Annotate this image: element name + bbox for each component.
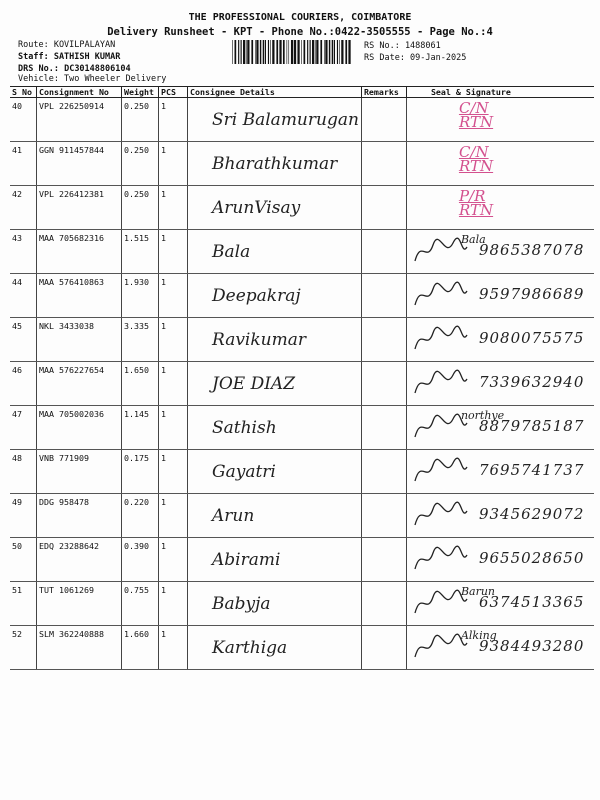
signature-name: Alking bbox=[460, 629, 497, 642]
barcode-bar bbox=[334, 40, 335, 64]
consignment-cell: GGN 911457844 bbox=[37, 142, 122, 186]
vehicle-label: Vehicle: Two Wheeler Delivery bbox=[18, 74, 167, 84]
table-row bbox=[10, 494, 594, 538]
weight-cell: 0.250 bbox=[122, 186, 159, 230]
stamp-line-1: P/R bbox=[458, 187, 486, 205]
table-row bbox=[10, 450, 594, 494]
seal-signature-cell bbox=[406, 98, 594, 142]
pcs-cell: 1 bbox=[159, 582, 188, 626]
drs-number bbox=[18, 64, 131, 74]
sno-cell: 47 bbox=[10, 406, 37, 450]
consignee-cell bbox=[188, 582, 362, 626]
pcs-cell: 1 bbox=[159, 362, 188, 406]
consignee-name: ArunVisay bbox=[212, 198, 301, 218]
remarks-cell bbox=[361, 318, 406, 362]
pcs-cell: 1 bbox=[159, 406, 188, 450]
barcode-bar bbox=[268, 40, 269, 64]
consignee-name: Karthiga bbox=[212, 638, 288, 658]
signature-scribble bbox=[409, 233, 469, 269]
barcode-bar bbox=[241, 40, 242, 64]
sno-cell: 52 bbox=[10, 626, 37, 670]
sno-cell: 43 bbox=[10, 230, 37, 274]
remarks-cell bbox=[361, 582, 406, 626]
weight-cell: 3.335 bbox=[122, 318, 159, 362]
drs-value: DC30148806104 bbox=[64, 64, 131, 74]
consignee-cell bbox=[188, 494, 362, 538]
weight-cell: 1.660 bbox=[122, 626, 159, 670]
consignee-name: Gayatri bbox=[212, 462, 276, 482]
runsheet-subtitle: Delivery Runsheet - KPT - Phone No.:0422-3505555 - Page No.:4 bbox=[107, 26, 493, 38]
seal-cell bbox=[409, 409, 592, 445]
barcode-bar bbox=[243, 40, 245, 64]
consignee-cell bbox=[188, 98, 362, 142]
barcode-bar bbox=[251, 40, 253, 64]
phone-number: 7695741737 bbox=[478, 461, 585, 479]
sno-cell: 40 bbox=[10, 98, 37, 142]
barcode-bar bbox=[279, 40, 281, 64]
col-weight: Weight bbox=[122, 87, 159, 98]
pcs-cell: 1 bbox=[159, 494, 188, 538]
pcs-cell: 1 bbox=[159, 230, 188, 274]
barcode-bar bbox=[235, 40, 237, 64]
consignment-cell: MAA 576227654 bbox=[37, 362, 122, 406]
rs-number: RS No.: 1488061 bbox=[364, 41, 441, 51]
phone-number: 8879785187 bbox=[478, 417, 585, 435]
signature-scribble bbox=[409, 409, 469, 445]
seal-cell bbox=[409, 497, 592, 533]
consignee-cell bbox=[188, 230, 362, 274]
barcode-bar bbox=[304, 40, 306, 64]
stamp-line-2: RTN bbox=[458, 157, 494, 175]
weight-cell: 0.250 bbox=[122, 142, 159, 186]
pcs-cell: 1 bbox=[159, 142, 188, 186]
seal-cell bbox=[409, 321, 592, 357]
barcode-bar bbox=[246, 40, 247, 64]
stamp-line-2: RTN bbox=[458, 113, 494, 131]
phone-number: 9384493280 bbox=[478, 637, 585, 655]
barcode-bar bbox=[307, 40, 308, 64]
barcode-bar bbox=[341, 40, 343, 64]
col-pcs: PCS bbox=[159, 87, 188, 98]
seal-cell bbox=[409, 277, 592, 313]
signature-scribble bbox=[409, 629, 469, 665]
barcode-bar bbox=[288, 40, 289, 64]
phone-number: 9080075575 bbox=[478, 329, 585, 347]
sno-cell: 44 bbox=[10, 274, 37, 318]
signature-name: Bala bbox=[460, 233, 486, 246]
barcode-bar bbox=[324, 40, 325, 64]
seal-cell bbox=[409, 233, 592, 269]
barcode-bar bbox=[238, 40, 239, 64]
signature-scribble bbox=[409, 497, 469, 533]
sno-cell: 50 bbox=[10, 538, 37, 582]
barcode-bar bbox=[232, 40, 233, 64]
sno-cell: 49 bbox=[10, 494, 37, 538]
table-row bbox=[10, 186, 594, 230]
stamp-line-2: RTN bbox=[458, 201, 494, 219]
phone-number: 9345629072 bbox=[478, 505, 585, 523]
phone-number: 9865387078 bbox=[478, 241, 585, 259]
weight-cell: 1.930 bbox=[122, 274, 159, 318]
barcode-bar bbox=[315, 40, 316, 64]
seal-cell bbox=[409, 585, 592, 621]
table-row bbox=[10, 142, 594, 186]
barcode-bar bbox=[287, 40, 288, 64]
barcode-bar bbox=[291, 40, 293, 64]
signature-scribble bbox=[409, 365, 469, 401]
sno-cell: 41 bbox=[10, 142, 37, 186]
rs-date: RS Date: 09-Jan-2025 bbox=[364, 53, 467, 63]
consignment-cell: MAA 705682316 bbox=[37, 230, 122, 274]
table-row bbox=[10, 98, 594, 142]
stamp-mark bbox=[459, 145, 493, 173]
consignee-cell bbox=[188, 362, 362, 406]
barcode-bar bbox=[265, 40, 266, 64]
consignment-cell: VPL 226250914 bbox=[37, 98, 122, 142]
barcode-bar bbox=[320, 40, 322, 64]
sno-cell: 48 bbox=[10, 450, 37, 494]
remarks-cell bbox=[361, 274, 406, 318]
barcode-bar bbox=[270, 40, 271, 64]
route-label: Route: KOVILPALAYAN bbox=[18, 40, 116, 50]
seal-signature-cell bbox=[406, 494, 594, 538]
barcode-bar bbox=[337, 40, 338, 64]
weight-cell: 0.175 bbox=[122, 450, 159, 494]
barcode-bar bbox=[325, 40, 327, 64]
seal-signature-cell bbox=[406, 186, 594, 230]
stamp-mark bbox=[459, 101, 493, 129]
barcode-bar bbox=[348, 40, 350, 64]
barcode-bar bbox=[345, 40, 347, 64]
remarks-cell bbox=[361, 406, 406, 450]
consignee-name: Arun bbox=[212, 506, 255, 526]
barcode-bar bbox=[294, 40, 296, 64]
consignment-cell: EDQ 23288642 bbox=[37, 538, 122, 582]
sno-cell: 45 bbox=[10, 318, 37, 362]
consignee-cell bbox=[188, 186, 362, 230]
table-row bbox=[10, 538, 594, 582]
remarks-cell bbox=[361, 626, 406, 670]
consignee-cell bbox=[188, 626, 362, 670]
pcs-cell: 1 bbox=[159, 450, 188, 494]
remarks-cell bbox=[361, 230, 406, 274]
seal-signature-cell bbox=[406, 626, 594, 670]
consignee-name: Bala bbox=[212, 242, 251, 262]
consignee-cell bbox=[188, 318, 362, 362]
signature-scribble bbox=[409, 277, 469, 313]
consignee-name: Sathish bbox=[212, 418, 277, 438]
company-title: THE PROFESSIONAL COURIERS, COIMBATORE bbox=[188, 12, 412, 23]
consignee-name: Ravikumar bbox=[212, 330, 306, 350]
consignee-cell bbox=[188, 274, 362, 318]
barcode-bar bbox=[283, 40, 285, 64]
remarks-cell bbox=[361, 142, 406, 186]
table-row bbox=[10, 318, 594, 362]
stamp-mark bbox=[459, 189, 493, 217]
table-row bbox=[10, 274, 594, 318]
consignment-cell: MAA 576410863 bbox=[37, 274, 122, 318]
barcode-image bbox=[232, 40, 352, 64]
consignment-cell: NKL 3433038 bbox=[37, 318, 122, 362]
consignee-name: Deepakraj bbox=[212, 286, 301, 306]
weight-cell: 0.220 bbox=[122, 494, 159, 538]
drs-label: DRS No.: bbox=[18, 64, 59, 74]
pcs-cell: 1 bbox=[159, 186, 188, 230]
consignment-cell: TUT 1061269 bbox=[37, 582, 122, 626]
seal-cell bbox=[409, 629, 592, 665]
table-row bbox=[10, 362, 594, 406]
signature-scribble bbox=[409, 453, 469, 489]
weight-cell: 1.650 bbox=[122, 362, 159, 406]
consignee-cell bbox=[188, 406, 362, 450]
seal-signature-cell bbox=[406, 230, 594, 274]
consignment-cell: SLM 362240888 bbox=[37, 626, 122, 670]
remarks-cell bbox=[361, 362, 406, 406]
barcode-bar bbox=[272, 40, 274, 64]
seal-cell bbox=[409, 365, 592, 401]
barcode-bar bbox=[255, 40, 256, 64]
consignee-name: Bharathkumar bbox=[212, 154, 338, 174]
phone-number: 7339632940 bbox=[478, 373, 585, 391]
consignment-cell: VNB 771909 bbox=[37, 450, 122, 494]
seal-signature-cell bbox=[406, 362, 594, 406]
remarks-cell bbox=[361, 494, 406, 538]
remarks-cell bbox=[361, 186, 406, 230]
seal-signature-cell bbox=[406, 142, 594, 186]
signature-scribble bbox=[409, 321, 469, 357]
table-header-row bbox=[10, 87, 594, 98]
consignee-name: Abirami bbox=[212, 550, 281, 570]
table-row bbox=[10, 626, 594, 670]
barcode-bar bbox=[256, 40, 258, 64]
seal-cell bbox=[409, 101, 592, 137]
consignment-cell: DDG 958478 bbox=[37, 494, 122, 538]
seal-cell bbox=[409, 541, 592, 577]
barcode-bar bbox=[331, 40, 332, 64]
remarks-cell bbox=[361, 450, 406, 494]
col-consignment: Consignment No bbox=[37, 87, 122, 98]
barcode-bar bbox=[339, 40, 340, 64]
consignee-name: Babyja bbox=[212, 594, 271, 614]
barcode-bar bbox=[247, 40, 249, 64]
pcs-cell: 1 bbox=[159, 626, 188, 670]
seal-cell bbox=[409, 189, 592, 225]
consignment-cell: VPL 226412381 bbox=[37, 186, 122, 230]
runsheet-table bbox=[10, 86, 594, 670]
barcode-bar bbox=[316, 40, 318, 64]
barcode-bar bbox=[301, 40, 302, 64]
pcs-cell: 1 bbox=[159, 318, 188, 362]
sno-cell: 42 bbox=[10, 186, 37, 230]
consignee-cell bbox=[188, 538, 362, 582]
pcs-cell: 1 bbox=[159, 98, 188, 142]
table-row bbox=[10, 230, 594, 274]
sno-cell: 51 bbox=[10, 582, 37, 626]
phone-number: 9655028650 bbox=[478, 549, 585, 567]
seal-signature-cell bbox=[406, 538, 594, 582]
barcode-bar bbox=[262, 40, 263, 64]
barcode-bar bbox=[312, 40, 314, 64]
consignee-name: Sri Balamurugan bbox=[212, 110, 359, 130]
table-row bbox=[10, 582, 594, 626]
col-remarks: Remarks bbox=[361, 87, 406, 98]
col-sno: S No bbox=[10, 87, 37, 98]
seal-signature-cell bbox=[406, 450, 594, 494]
barcode-bar bbox=[276, 40, 278, 64]
weight-cell: 1.515 bbox=[122, 230, 159, 274]
col-seal: Seal & Signature bbox=[406, 87, 594, 98]
seal-signature-cell bbox=[406, 582, 594, 626]
seal-signature-cell bbox=[406, 406, 594, 450]
signature-scribble bbox=[409, 585, 469, 621]
weight-cell: 0.250 bbox=[122, 98, 159, 142]
remarks-cell bbox=[361, 98, 406, 142]
barcode-bar bbox=[260, 40, 261, 64]
consignee-cell bbox=[188, 450, 362, 494]
stamp-line-1: C/N bbox=[458, 143, 489, 161]
signature-name: Barun bbox=[460, 585, 496, 598]
pcs-cell: 1 bbox=[159, 538, 188, 582]
barcode-bar bbox=[263, 40, 264, 64]
seal-cell bbox=[409, 145, 592, 181]
consignment-cell: MAA 705002036 bbox=[37, 406, 122, 450]
seal-cell bbox=[409, 453, 592, 489]
stamp-line-1: C/N bbox=[458, 99, 489, 117]
pcs-cell: 1 bbox=[159, 274, 188, 318]
staff-label: Staff: SATHISH KUMAR bbox=[18, 52, 121, 62]
phone-number: 9597986689 bbox=[478, 285, 585, 303]
col-consignee: Consignee Details bbox=[188, 87, 362, 98]
seal-signature-cell bbox=[406, 318, 594, 362]
barcode-bar bbox=[332, 40, 333, 64]
barcode-bar bbox=[297, 40, 299, 64]
consignee-cell bbox=[188, 142, 362, 186]
barcode-bar bbox=[329, 40, 330, 64]
signature-scribble bbox=[409, 541, 469, 577]
weight-cell: 0.390 bbox=[122, 538, 159, 582]
consignee-name: JOE DIAZ bbox=[212, 374, 295, 394]
barcode-bar bbox=[310, 40, 311, 64]
weight-cell: 1.145 bbox=[122, 406, 159, 450]
table-row bbox=[10, 406, 594, 450]
signature-name: northye bbox=[460, 409, 505, 422]
remarks-cell bbox=[361, 538, 406, 582]
phone-number: 6374513365 bbox=[478, 593, 585, 611]
weight-cell: 0.755 bbox=[122, 582, 159, 626]
sno-cell: 46 bbox=[10, 362, 37, 406]
seal-signature-cell bbox=[406, 274, 594, 318]
